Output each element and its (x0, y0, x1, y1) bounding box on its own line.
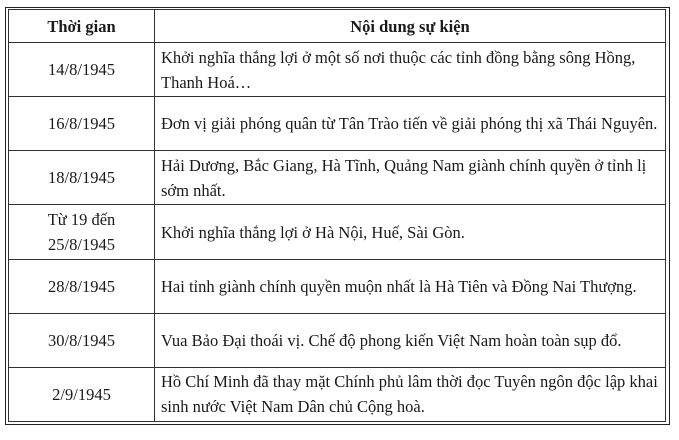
table-row (9, 259, 666, 313)
table-row (9, 205, 666, 259)
table-row (9, 313, 666, 367)
table-row (9, 97, 666, 151)
row-date: 30/8/1945 (9, 313, 155, 367)
row-content: Hai tỉnh giành chính quyền muộn nhất là Hà Tiên và Đồng Nai Thượng. (155, 259, 666, 313)
row-date: 2/9/1945 (9, 367, 155, 421)
table-row (9, 367, 666, 421)
header-content: Nội dung sự kiện (155, 10, 666, 43)
row-date: Từ 19 đến 25/8/1945 (9, 205, 155, 259)
row-date: 28/8/1945 (9, 259, 155, 313)
row-content: Khởi nghĩa thắng lợi ở một số nơi thuộc các tỉnh đồng bằng sông Hồng, Thanh Hoá… (155, 43, 666, 97)
table-row (9, 43, 666, 97)
table-row (9, 151, 666, 205)
row-date: 18/8/1945 (9, 151, 155, 205)
row-content: Đơn vị giải phóng quân từ Tân Trào tiến về giải phóng thị xã Thái Nguyên. (155, 97, 666, 151)
row-content: Hải Dương, Bắc Giang, Hà Tĩnh, Quảng Nam giành chính quyền ở tỉnh lị sớm nhất. (155, 151, 666, 205)
row-content: Khởi nghĩa thắng lợi ở Hà Nội, Huế, Sài Gòn. (155, 205, 666, 259)
row-date: 14/8/1945 (9, 43, 155, 97)
events-table (8, 9, 666, 422)
row-content: Hồ Chí Minh đã thay mặt Chính phủ lâm thời đọc Tuyên ngôn độc lập khai sinh nước Việt Nam Dân chủ Cộng hoà. (155, 367, 666, 421)
table-header-row (9, 10, 666, 43)
row-date: 16/8/1945 (9, 97, 155, 151)
row-content: Vua Bảo Đại thoái vị. Chế độ phong kiến Việt Nam hoàn toàn sụp đổ. (155, 313, 666, 367)
header-time: Thời gian (9, 10, 155, 43)
